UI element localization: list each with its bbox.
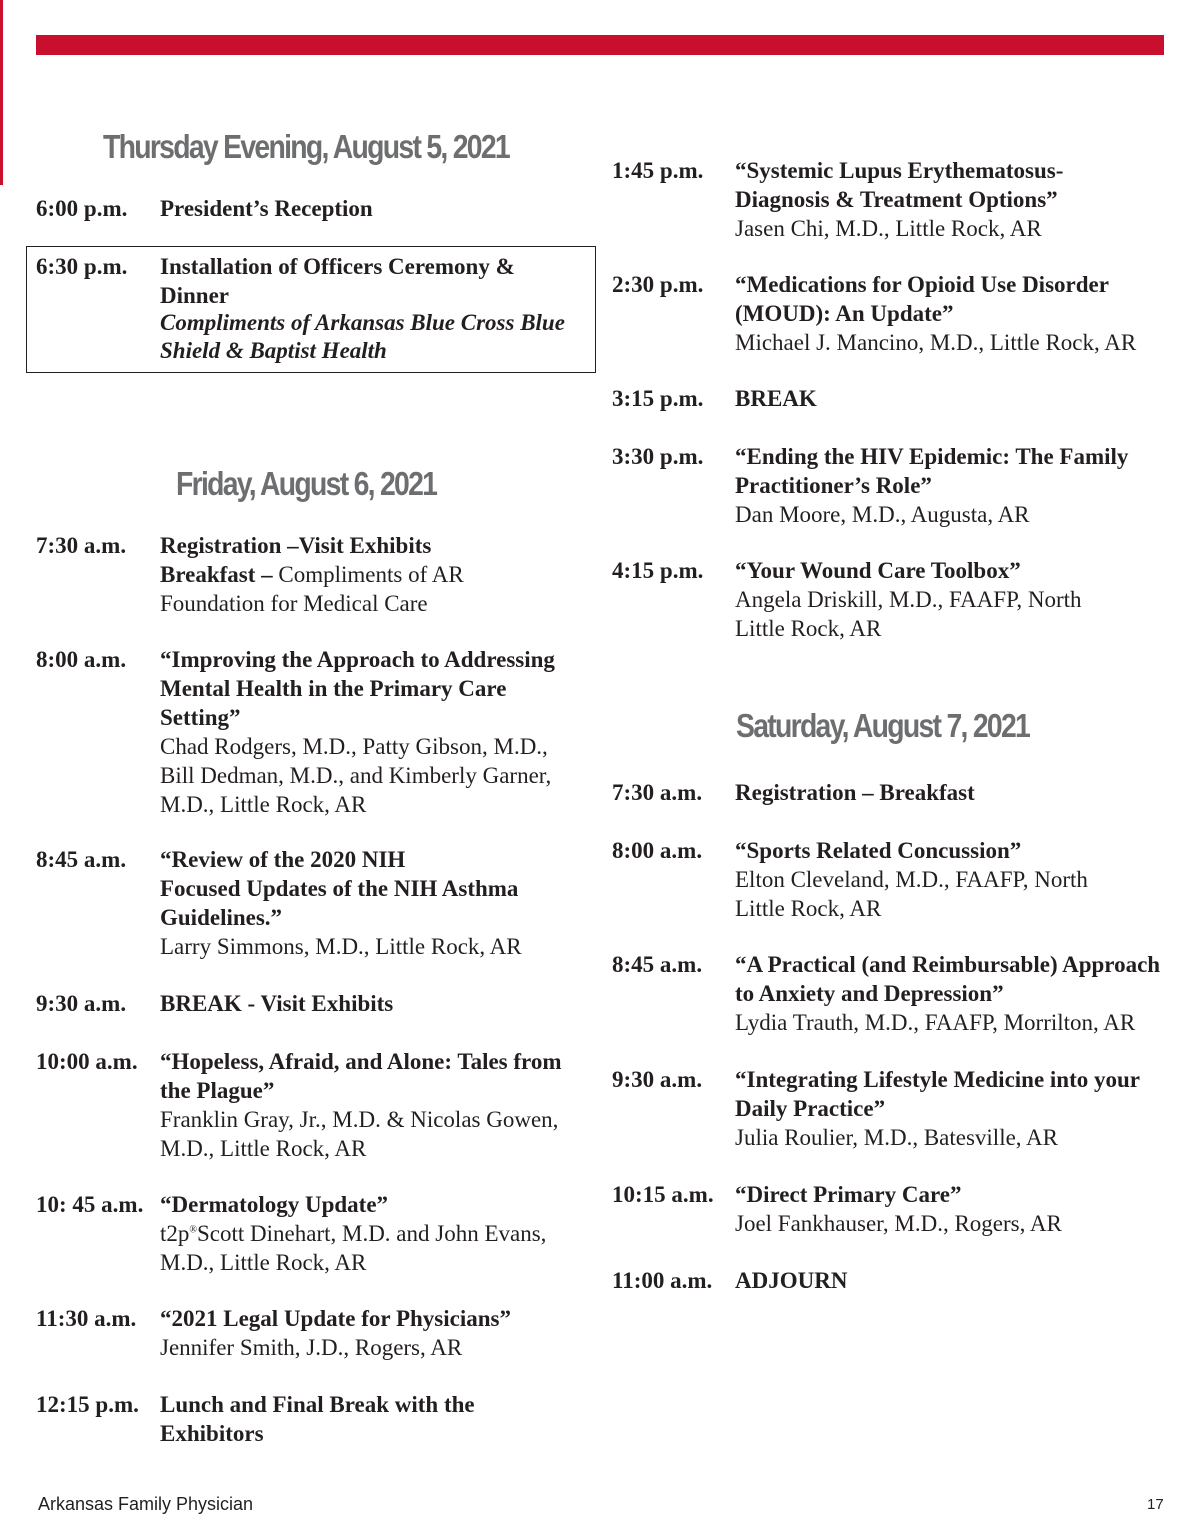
item-time: 6:30 p.m. bbox=[36, 254, 128, 279]
item-title: “2021 Legal Update for Physicians” bbox=[160, 1306, 511, 1331]
left-edge-accent bbox=[0, 0, 3, 185]
footer-publication-title: Arkansas Family Physician bbox=[38, 1494, 254, 1514]
item-detail-prefix: t2p bbox=[160, 1221, 190, 1246]
item-time: 3:30 p.m. bbox=[612, 444, 704, 469]
item-title: “Integrating Lifestyle Medicine into your Daily Practice” bbox=[735, 1067, 1141, 1121]
saturday-heading: Saturday, August 7, 2021 bbox=[736, 707, 1030, 744]
item-detail: Michael J. Mancino, M.D., Little Rock, AR bbox=[735, 330, 1137, 355]
item-time: 2:30 p.m. bbox=[612, 272, 704, 297]
item-title: “Hopeless, Afraid, and Alone: Tales from the Plague” bbox=[160, 1049, 562, 1103]
item-time: 8:45 a.m. bbox=[612, 952, 703, 977]
item-time: 12:15 p.m. bbox=[36, 1392, 139, 1417]
item-time: 9:30 a.m. bbox=[612, 1067, 703, 1092]
thursday-heading: Thursday Evening, August 5, 2021 bbox=[103, 128, 510, 165]
item-time: 6:00 p.m. bbox=[36, 196, 128, 221]
item-time: 3:15 p.m. bbox=[612, 386, 704, 411]
item-time: 7:30 a.m. bbox=[612, 780, 703, 805]
item-time: 10:00 a.m. bbox=[36, 1049, 138, 1074]
item-detail: Elton Cleveland, M.D., FAAFP, North Little Rock, AR bbox=[735, 867, 1088, 921]
item-detail bbox=[160, 560, 585, 618]
item-title: “Review of the 2020 NIH Focused Updates of the NIH Asthma Guidelines.” bbox=[160, 847, 519, 930]
item-title: ADJOURN bbox=[735, 1268, 848, 1293]
item-detail bbox=[160, 1219, 585, 1277]
item-detail-text: Compliments of AR Foundation for Medical Care bbox=[160, 562, 464, 616]
item-title: “Sports Related Concussion” bbox=[735, 838, 1022, 863]
item-title: “Direct Primary Care” bbox=[735, 1182, 962, 1207]
item-time: 11:00 a.m. bbox=[612, 1268, 713, 1293]
item-time: 10: 45 a.m. bbox=[36, 1192, 144, 1217]
item-detail: Lydia Trauth, M.D., FAAFP, Morrilton, AR bbox=[735, 1010, 1136, 1035]
item-title: “Your Wound Care Toolbox” bbox=[735, 558, 1021, 583]
item-time: 1:45 p.m. bbox=[612, 158, 704, 183]
item-time: 11:30 a.m. bbox=[36, 1306, 137, 1331]
item-time: 9:30 a.m. bbox=[36, 991, 127, 1016]
item-title: Lunch and Final Break with the Exhibitors bbox=[160, 1392, 475, 1446]
item-detail: Chad Rodgers, M.D., Patty Gibson, M.D., Bill Dedman, M.D., and Kimberly Garner, M.D., Little Rock, AR bbox=[160, 734, 552, 817]
item-time: 8:45 a.m. bbox=[36, 847, 127, 872]
item-title: “Dermatology Update” bbox=[160, 1192, 389, 1217]
item-title: “Improving the Approach to Addressing Mental Health in the Primary Care Setting” bbox=[160, 647, 555, 730]
item-title: Registration –Visit Exhibits bbox=[160, 533, 432, 558]
footer-page-number: 17 bbox=[1147, 1496, 1164, 1513]
item-title: Installation of Officers Ceremony & Dinner bbox=[160, 254, 515, 308]
item-detail: Larry Simmons, M.D., Little Rock, AR bbox=[160, 934, 522, 959]
item-title: BREAK bbox=[735, 386, 817, 411]
item-title: “Ending the HIV Epidemic: The Family Practitioner’s Role” bbox=[735, 444, 1129, 498]
item-title: “A Practical (and Reimbursable) Approach to Anxiety and Depression” bbox=[735, 952, 1161, 1006]
item-title: Registration – Breakfast bbox=[735, 780, 975, 805]
registered-mark: ® bbox=[189, 1224, 197, 1236]
item-detail: Joel Fankhauser, M.D., Rogers, AR bbox=[735, 1211, 1062, 1236]
item-time: 8:00 a.m. bbox=[612, 838, 703, 863]
item-title: BREAK - Visit Exhibits bbox=[160, 991, 394, 1016]
item-time: 10:15 a.m. bbox=[612, 1182, 714, 1207]
item-time: 7:30 a.m. bbox=[36, 533, 127, 558]
top-accent-bar bbox=[36, 35, 1164, 55]
item-time: 8:00 a.m. bbox=[36, 647, 127, 672]
item-title: President’s Reception bbox=[160, 196, 373, 221]
item-detail: Julia Roulier, M.D., Batesville, AR bbox=[735, 1125, 1058, 1150]
item-detail: Jasen Chi, M.D., Little Rock, AR bbox=[735, 216, 1042, 241]
item-title: “Systemic Lupus Erythematosus- Diagnosis & Treatment Options” bbox=[735, 158, 1064, 212]
item-time: 4:15 p.m. bbox=[612, 558, 704, 583]
item-detail-text: Scott Dinehart, M.D. and John Evans, M.D., Little Rock, AR bbox=[160, 1221, 547, 1275]
item-title: “Medications for Opioid Use Disorder (MOUD): An Update” bbox=[735, 272, 1109, 326]
item-detail: Angela Driskill, M.D., FAAFP, North Little Rock, AR bbox=[735, 587, 1082, 641]
ceremony-highlight-box bbox=[26, 246, 596, 373]
item-detail-lead: Breakfast – bbox=[160, 562, 273, 587]
item-detail: Jennifer Smith, J.D., Rogers, AR bbox=[160, 1335, 463, 1360]
friday-heading: Friday, August 6, 2021 bbox=[176, 465, 437, 502]
item-sponsor: Compliments of Arkansas Blue Cross Blue Shield & Baptist Health bbox=[160, 310, 565, 363]
item-detail: Franklin Gray, Jr., M.D. & Nicolas Gowen, M.D., Little Rock, AR bbox=[160, 1107, 559, 1161]
item-detail: Dan Moore, M.D., Augusta, AR bbox=[735, 502, 1030, 527]
